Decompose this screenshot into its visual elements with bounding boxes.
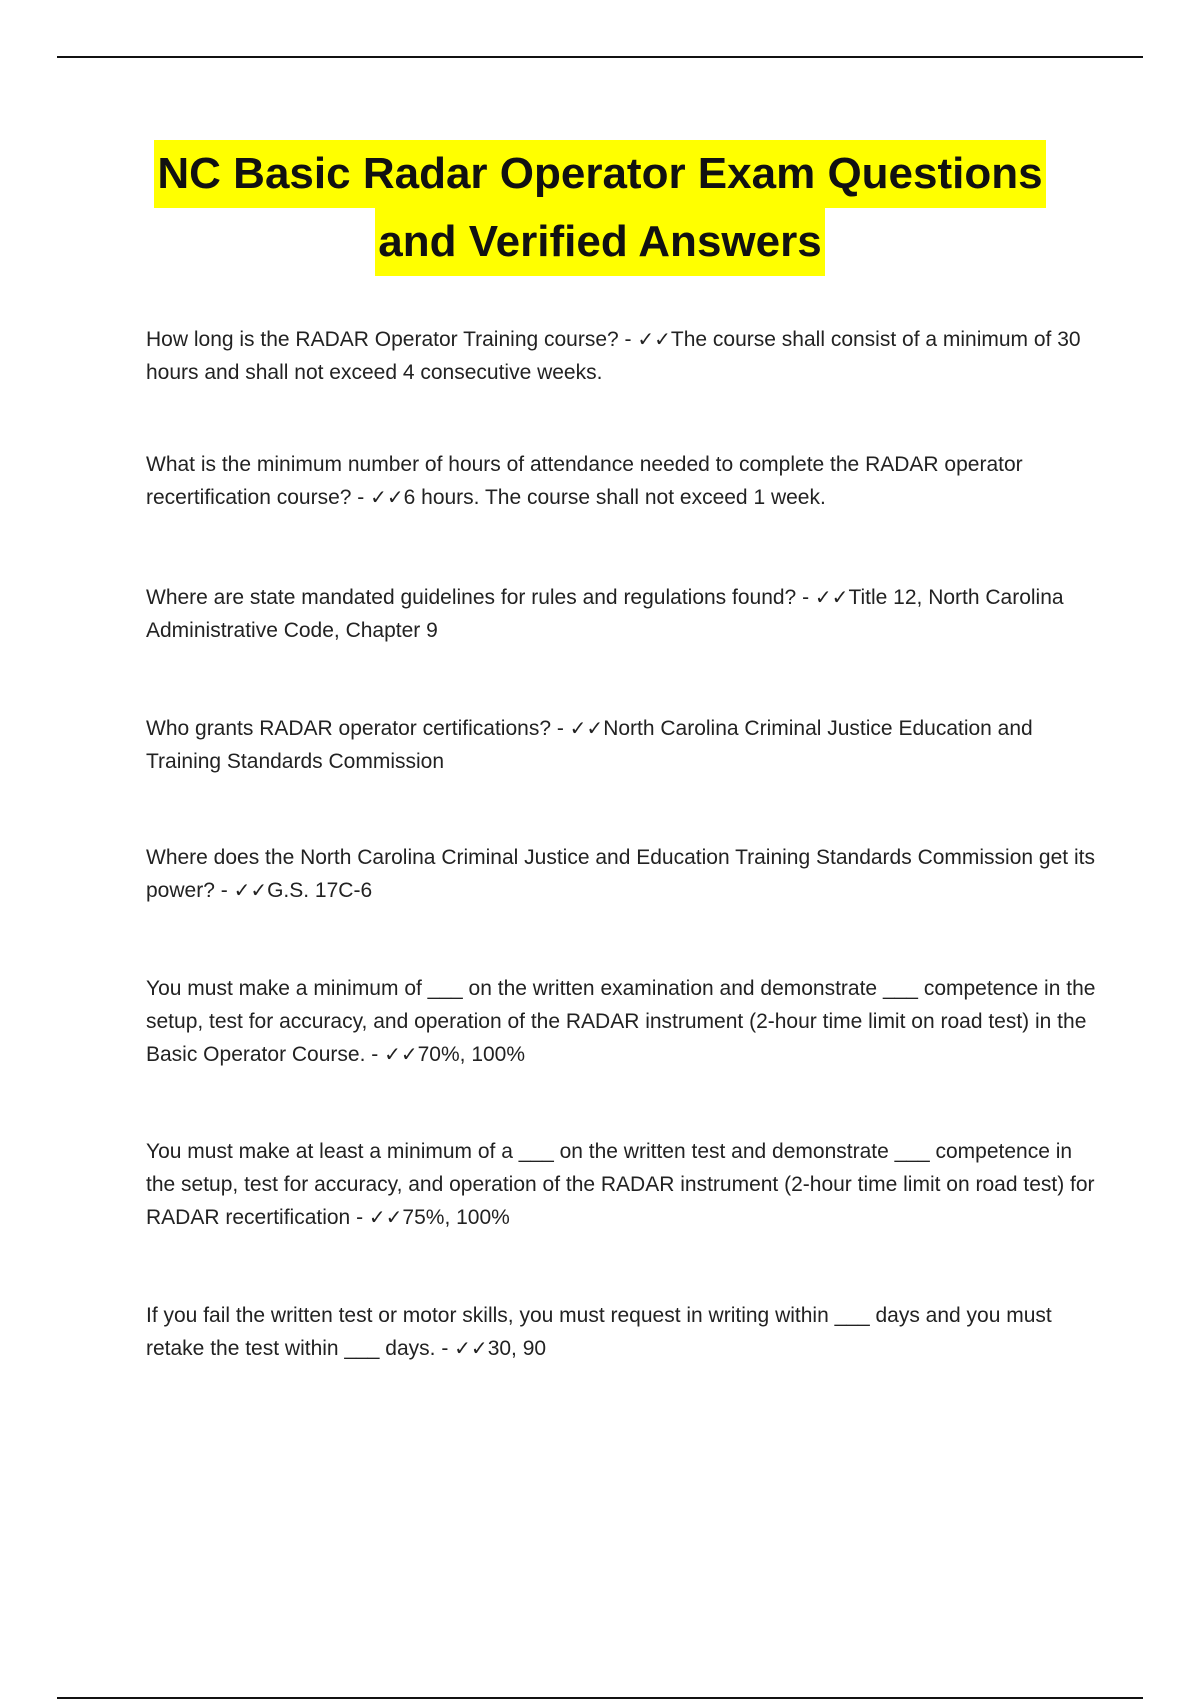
qa-item [146,581,1096,647]
answer-text: 70%, 100% [417,1043,526,1066]
answer-text: Title 12, North Carolina Administrative Code, Chapter 9 [146,586,1064,642]
question-text: Where are state mandated guidelines for rules and regulations found? [146,586,797,609]
separator: - [435,1337,455,1360]
document-title [100,140,1100,276]
qa-item [146,841,1096,907]
check-icon: ✓✓ [233,878,268,902]
question-text: You must make at least a minimum of a ___ on the written test and demonstrate ___ competence in the setup, test for accuracy, and operation of the RADAR instrument (2-hour time limit on road test) for RADAR recertification [146,1140,1095,1229]
qa-item [146,323,1096,389]
answer-text: North Carolina Criminal Justice Education and Training Standards Commission [146,717,1033,773]
question-text: What is the minimum number of hours of attendance needed to complete the RADAR operator recertification course? [146,453,1023,509]
question-text: If you fail the written test or motor skills, you must request in writing within ___ days and you must retake the test within ___ days. [146,1304,1052,1360]
check-icon: ✓✓ [384,1042,418,1066]
check-icon: ✓✓ [637,327,671,351]
check-icon: ✓✓ [569,716,604,740]
question-text: How long is the RADAR Operator Training course? [146,328,619,351]
check-icon: ✓✓ [454,1336,488,1360]
answer-text: The course shall consist of a minimum of 30 hours and shall not exceed 4 consecutive weeks. [146,328,1081,384]
separator: - [365,1043,385,1066]
bottom-rule [57,1697,1143,1699]
answer-text: 30, 90 [487,1337,547,1360]
qa-item [146,448,1096,514]
question-text: Who grants RADAR operator certifications? [146,717,551,740]
separator: - [796,586,815,609]
question-text: You must make a minimum of ___ on the written examination and demonstrate ___ competence in the setup, test for accuracy, and operation of the RADAR instrument (2-hour time limit on road test) in the Basic Operator Course. [146,977,1096,1066]
qa-item [146,1299,1096,1365]
qa-item [146,972,1096,1071]
separator: - [350,1206,369,1229]
check-icon: ✓✓ [814,585,849,609]
check-icon: ✓✓ [370,485,404,509]
top-rule [57,56,1143,58]
question-text: Where does the North Carolina Criminal Justice and Education Training Standards Commission get its power? [146,846,1095,902]
separator: - [351,486,371,509]
answer-text: G.S. 17C-6 [267,879,373,902]
qa-item [146,1135,1096,1234]
qa-item [146,712,1096,778]
separator: - [551,717,570,740]
separator: - [618,328,638,351]
title-line-2: and Verified Answers [375,208,824,276]
title-line-1: NC Basic Radar Operator Exam Questions [154,140,1045,208]
separator: - [214,879,234,902]
answer-text: 6 hours. The course shall not exceed 1 week. [403,486,826,509]
answer-text: 75%, 100% [402,1206,510,1229]
check-icon: ✓✓ [368,1205,403,1229]
